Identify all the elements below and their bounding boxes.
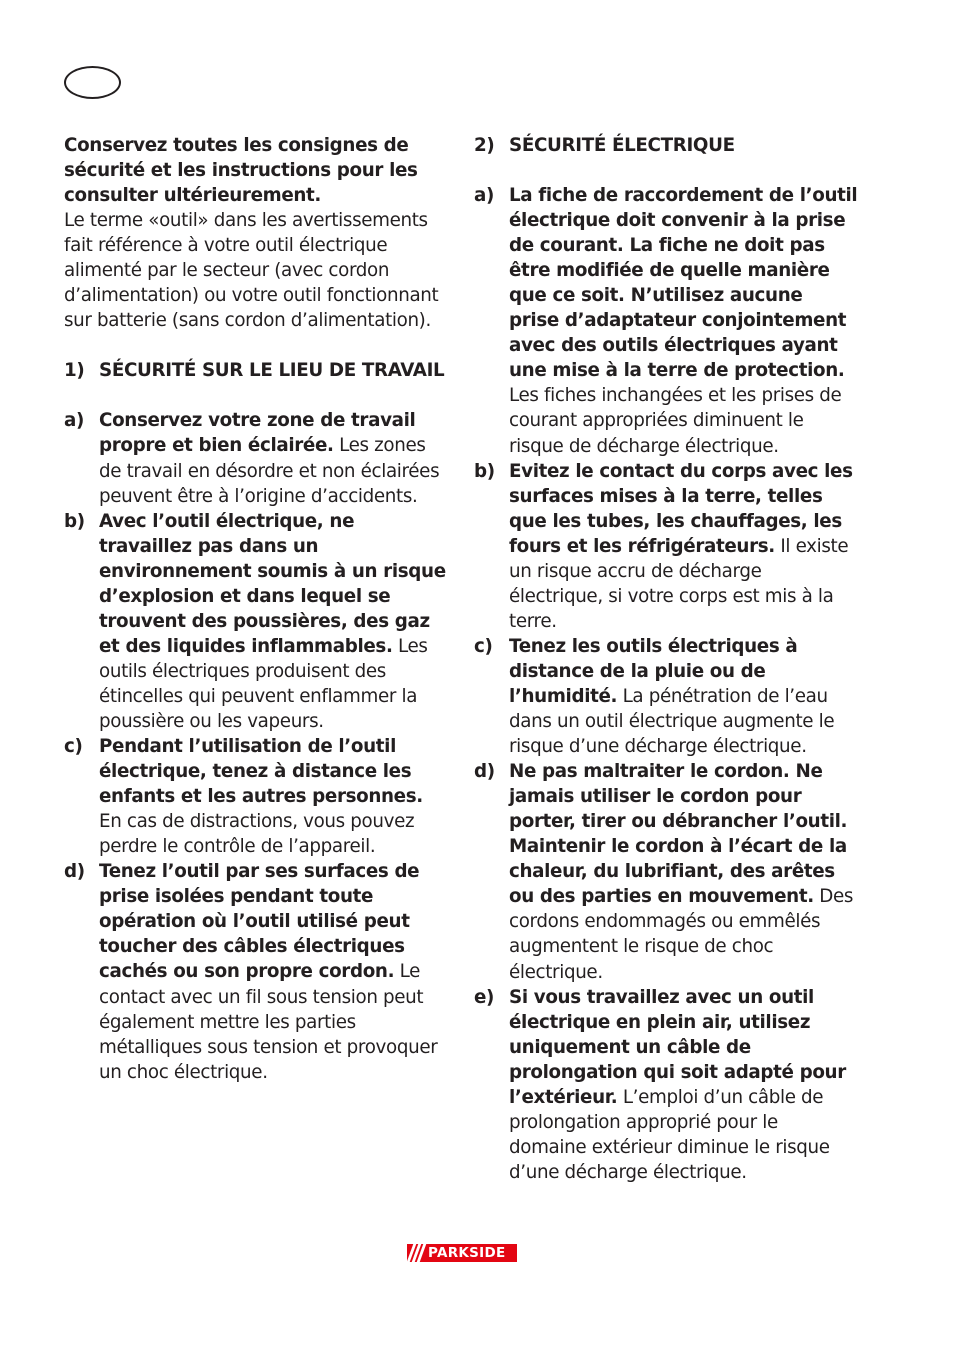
logo-stripes-icon [410,1244,425,1262]
list-item [474,985,858,1185]
item-bold: La fiche de raccordement de l’outil électrique doit convenir à la prise de courant. La fiche ne doit pas être modifiée de quelle manière que ce soit. N’utilisez aucune prise d’adaptateur conjointement avec des outils électriques ayant une mise à la terre de protection. [509,185,858,382]
item-text: L’emploi d’un câble de prolongation approprié pour le domaine extérieur diminue le risque d’une décharge électrique. [509,1086,830,1183]
item-label: c) [64,736,83,758]
section-heading [64,358,450,383]
item-text: Les zones de travail en désordre et non éclairées peuvent être à l’origine d’accidents. [99,435,440,507]
section-heading [474,133,858,158]
item-bold: Tenez les outils électriques à distance de la pluie ou de l’humidité. [509,635,798,707]
item-bold: Ne pas maltraiter le cordon. Ne jamais utiliser le cordon pour porter, tirer ou débrancher l’outil. Maintenir le cordon à l’écart de la chaleur, du lubrifiant, des arêtes ou des parties en mouvement. [509,761,848,908]
item-text: Les outils électriques produisent des étincelles qui peuvent enflammer la poussière ou les vapeurs. [99,635,428,732]
item-bold: Conservez votre zone de travail propre et bien éclairée. [99,410,416,457]
list-item [64,408,450,508]
parkside-logo [407,1244,517,1262]
item-text: Des cordons endommagés ou emmêlés augmentent le risque de choc électrique. [509,886,854,983]
list-item [474,183,858,459]
list-item [64,859,450,1084]
language-badge [64,66,121,99]
item-label: d) [474,761,495,783]
list-item [64,734,450,859]
section-number: 2) [474,135,495,156]
intro-text: Le terme «outil» dans les avertissements fait référence à votre outil électrique alimenté par le secteur (avec cordon d’alimentation) ou votre outil fonctionnant sur batterie (sans cordon d’alimentation). [64,210,439,332]
item-text: La pénétration de l’eau dans un outil électrique augmente le risque d’une décharge électrique. [509,685,835,758]
right-column [474,133,858,1185]
item-bold: Avec l’outil électrique, ne travaillez pas dans un environnement soumis à un risque d’explosion et dans lequel se trouvent des poussières, des gaz et des liquides inflammables. [99,510,446,657]
section-number: 1) [64,360,85,382]
item-label: d) [64,861,85,883]
section-title: SÉCURITÉ SUR LE LIEU DE TRAVAIL [99,360,445,382]
item-label: e) [474,986,495,1008]
item-bold: Tenez l’outil par ses surfaces de prise isolées pendant toute opération où l’outil utilisé peut toucher des câbles électriques cachés ou son propre cordon. [99,861,420,983]
section-title: SÉCURITÉ ÉLECTRIQUE [509,135,735,156]
item-label: b) [64,510,85,532]
list-item [64,509,450,734]
intro-heading: Conservez toutes les consignes de sécurité et les instructions pour les consulter ultérieurement. [64,135,418,207]
list-item [474,634,858,759]
item-bold: Evitez le contact du corps avec les surfaces mises à la terre, telles que les tubes, les chauffages, les fours et les réfrigérateurs. [509,460,853,557]
item-bold: Pendant l’utilisation de l’outil électrique, tenez à distance les enfants et les autres personnes. [99,736,423,808]
logo-text: PARKSIDE [428,1245,506,1261]
item-text: Le contact avec un fil sous tension peut également mettre les parties métalliques sous tension et provoquer un choc électrique. [99,961,438,1083]
list-item [474,459,858,634]
item-label: a) [64,410,84,432]
list-item [474,759,858,984]
item-label: b) [474,460,495,482]
left-column [64,133,450,1085]
item-text: Les fiches inchangées et les prises de courant appropriées diminuent le risque de décharge électrique. [509,385,842,457]
item-text: En cas de distractions, vous pouvez perdre le contrôle de l’appareil. [99,811,415,858]
item-label: c) [474,635,493,657]
item-text: Il existe un risque accru de décharge électrique, si votre corps est mis à la terre. [509,535,849,632]
item-bold: Si vous travaillez avec un outil électrique en plein air, utilisez uniquement un câble de prolongation qui soit adapté pour l’extérieur. [509,986,846,1108]
item-label: a) [474,185,494,207]
